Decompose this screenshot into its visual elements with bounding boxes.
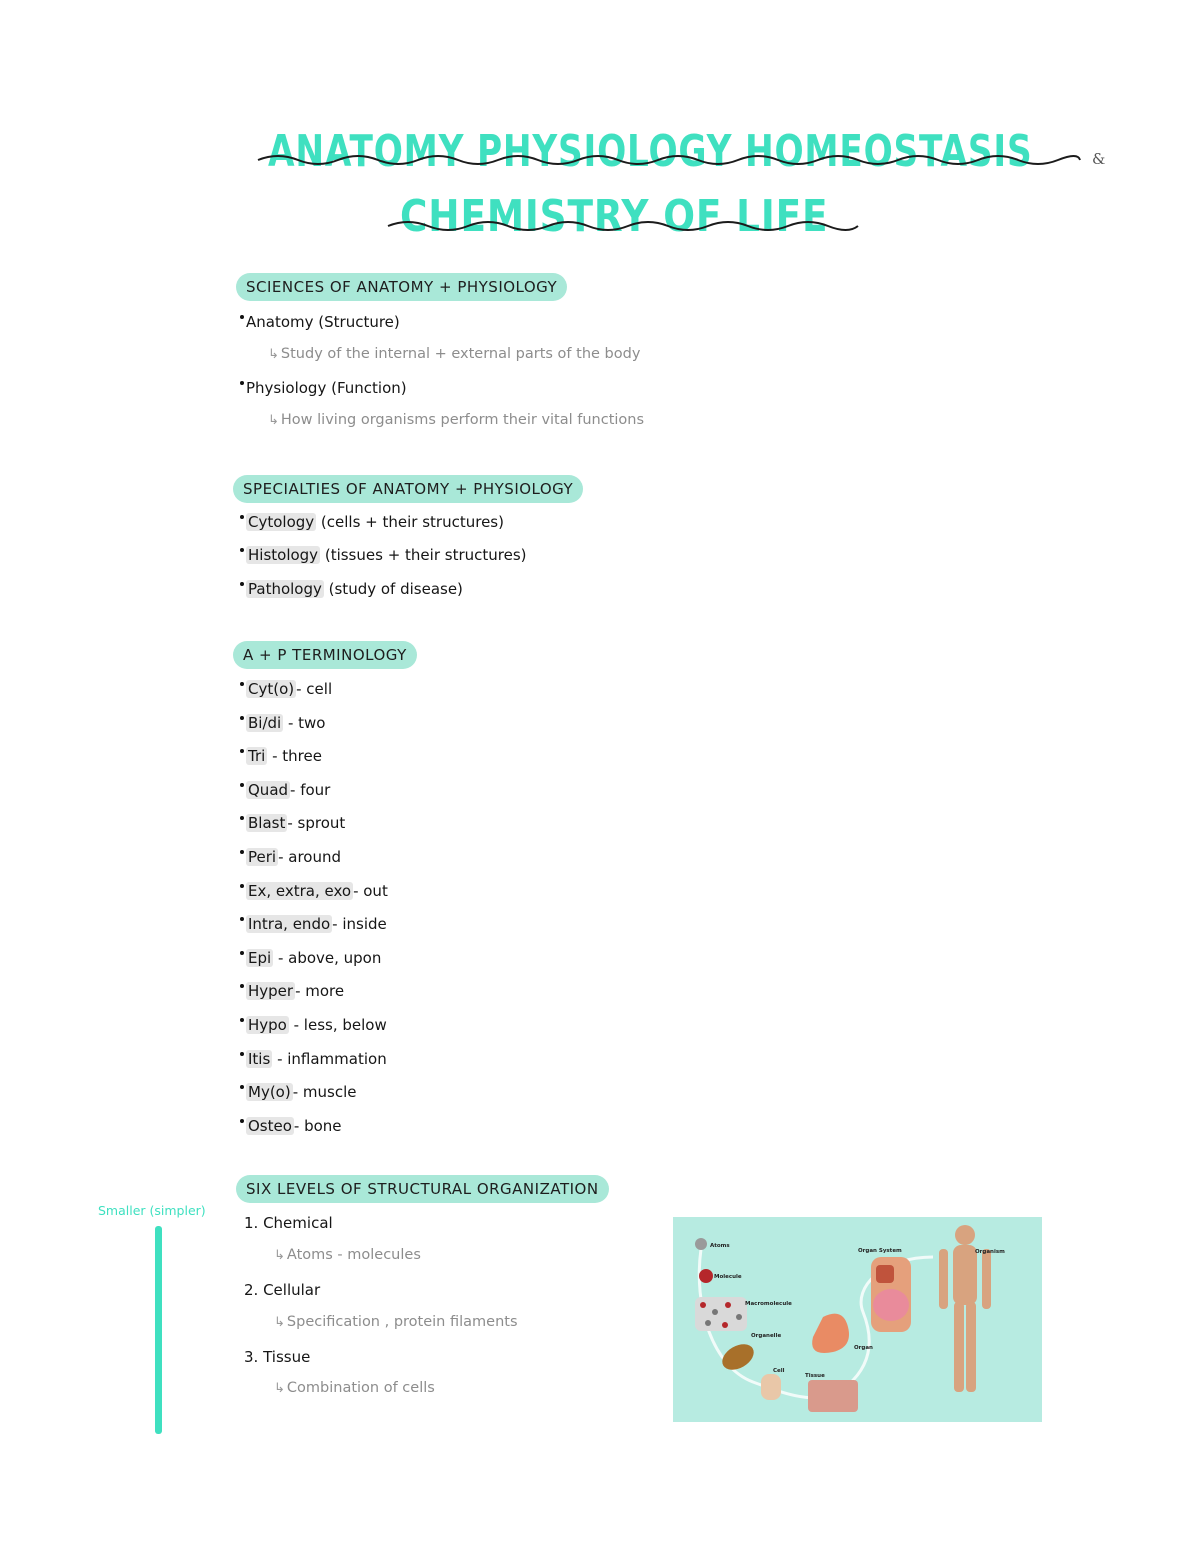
item-term: 2. Cellular (244, 1281, 321, 1299)
list-item (240, 1050, 387, 1068)
bullet-dot (240, 1085, 244, 1089)
item-term: Tri (248, 747, 266, 766)
list-item (240, 580, 463, 598)
organ-label: Organ (854, 1345, 873, 1351)
item-definition: - out (353, 881, 388, 900)
item-definition: (study of disease) (323, 580, 463, 598)
subitem-text: Combination of cells (286, 1380, 435, 1396)
section-header-terminology: A + P TERMINOLOGY (233, 641, 417, 669)
list-item (240, 949, 381, 967)
title-ampersand: & (1092, 150, 1106, 168)
item-term: 3. Tissue (244, 1348, 311, 1366)
item-definition: - two (283, 713, 326, 732)
bullet-dot (240, 716, 244, 720)
item-term: Histology (248, 546, 319, 564)
organelle-icon (718, 1339, 758, 1375)
molecule-icon (699, 1269, 713, 1283)
list-item (240, 513, 504, 531)
list-item (240, 1083, 356, 1101)
item-term: 1. Chemical (244, 1214, 333, 1232)
list-subitem (274, 1247, 421, 1263)
bullet-dot (240, 951, 244, 955)
bullet-dot (240, 515, 244, 519)
item-definition: - cell (296, 680, 333, 698)
item-term: Anatomy (Structure) (246, 313, 400, 331)
list-subitem (268, 412, 644, 428)
return-arrow-icon: ↳ (268, 347, 279, 362)
list-item (240, 814, 345, 832)
organ-system-label: Organ System (858, 1248, 902, 1254)
list-item (240, 882, 388, 900)
item-definition: - above, upon (273, 948, 382, 967)
bullet-dot (240, 850, 244, 854)
list-item (240, 1117, 342, 1135)
cell-label: Cell (773, 1368, 785, 1374)
section-header-specialties: SPECIALTIES OF ANATOMY + PHYSIOLOGY (233, 475, 583, 503)
bullet-dot (240, 884, 244, 888)
subitem-text: How living organisms perform their vital functions (280, 412, 645, 428)
list-item (240, 781, 330, 799)
page-title-line-2: CHEMISTRY OF LIFE (400, 191, 829, 242)
bullet-dot (240, 682, 244, 686)
bullet-dot (240, 381, 244, 385)
organism-label: Organism (975, 1249, 1005, 1255)
section-header-levels: SIX LEVELS OF STRUCTURAL ORGANIZATION (236, 1175, 609, 1203)
item-term: Osteo (248, 1116, 292, 1135)
list-subitem (274, 1380, 435, 1396)
title-script-overlay (0, 0, 1200, 260)
item-definition: (cells + their structures) (316, 513, 504, 531)
list-item (240, 313, 400, 331)
bullet-dot (240, 984, 244, 988)
bullet-dot (240, 582, 244, 586)
bullet-dot (240, 1119, 244, 1123)
organelle-label: Organelle (751, 1333, 782, 1339)
item-definition: - three (267, 747, 322, 766)
macromolecule-label: Macromolecule (745, 1301, 792, 1307)
bullet-dot (240, 749, 244, 753)
atom-icon (695, 1238, 707, 1250)
organ-system-icon (871, 1257, 911, 1332)
list-item (240, 680, 332, 698)
item-definition: - four (290, 780, 331, 799)
list-item (240, 1016, 387, 1034)
item-term: Hypo (248, 1016, 287, 1034)
list-subitem (274, 1314, 518, 1330)
list-subitem (268, 346, 640, 362)
return-arrow-icon: ↳ (274, 1248, 285, 1263)
bullet-dot (240, 548, 244, 552)
tissue-icon (808, 1380, 858, 1412)
item-term: Physiology (Function) (246, 379, 407, 397)
item-term: Hyper (248, 982, 294, 1001)
item-definition: - more (295, 982, 345, 1001)
molecule-label: Molecule (714, 1274, 742, 1280)
bullet-dot (240, 1018, 244, 1022)
bullet-dot (240, 816, 244, 820)
tissue-label: Tissue (805, 1373, 825, 1379)
list-item (240, 982, 344, 1000)
item-term: Bi/di (248, 713, 282, 732)
item-definition: - inflammation (272, 1049, 387, 1068)
item-definition: - sprout (287, 814, 346, 833)
list-item (240, 848, 341, 866)
item-term: Peri (248, 848, 277, 866)
item-term: Quad (248, 780, 289, 799)
page-title-line-1: ANATOMY PHYSIOLOGY HOMEOSTASIS (268, 126, 1033, 177)
item-term: Intra, endo (248, 915, 331, 934)
list-item (244, 1348, 310, 1366)
item-term: Cyt(o) (248, 680, 295, 698)
list-item (240, 747, 322, 765)
subitem-text: Specification , protein filaments (286, 1314, 518, 1330)
item-term: My(o) (248, 1083, 291, 1102)
bullet-dot (240, 783, 244, 787)
organ-icon (812, 1314, 849, 1353)
cell-icon (761, 1374, 781, 1400)
list-item (240, 379, 407, 397)
item-term: Ex, extra, exo (248, 881, 352, 900)
item-term: Epi (248, 948, 272, 967)
item-definition: - less, below (288, 1016, 387, 1034)
side-label: Smaller (simpler) (98, 1203, 206, 1218)
section-header-sciences: SCIENCES OF ANATOMY + PHYSIOLOGY (236, 273, 567, 301)
levels-of-organization-figure (673, 1217, 1042, 1422)
return-arrow-icon: ↳ (268, 413, 279, 428)
subitem-text: Atoms - molecules (286, 1247, 421, 1263)
macromolecule-icon (695, 1297, 747, 1331)
list-item (244, 1281, 320, 1299)
item-term: Cytology (248, 513, 315, 531)
item-definition: - inside (332, 915, 387, 934)
levels-illustration (673, 1217, 1042, 1422)
bullet-dot (240, 917, 244, 921)
bullet-dot (240, 315, 244, 319)
list-item (240, 714, 325, 732)
return-arrow-icon: ↳ (274, 1381, 285, 1396)
list-item (240, 546, 527, 564)
item-definition: - around (278, 848, 342, 866)
item-definition: - muscle (292, 1083, 357, 1102)
atoms-label: Atoms (710, 1243, 730, 1249)
subitem-text: Study of the internal + external parts of the body (280, 346, 641, 362)
scale-bar (155, 1226, 162, 1434)
item-definition: - bone (293, 1116, 342, 1135)
item-definition: (tissues + their structures) (320, 546, 527, 564)
bullet-dot (240, 1052, 244, 1056)
item-term: Itis (248, 1049, 271, 1068)
list-item (244, 1214, 333, 1232)
item-term: Blast (248, 814, 286, 833)
return-arrow-icon: ↳ (274, 1315, 285, 1330)
item-term: Pathology (248, 580, 322, 598)
list-item (240, 915, 387, 933)
